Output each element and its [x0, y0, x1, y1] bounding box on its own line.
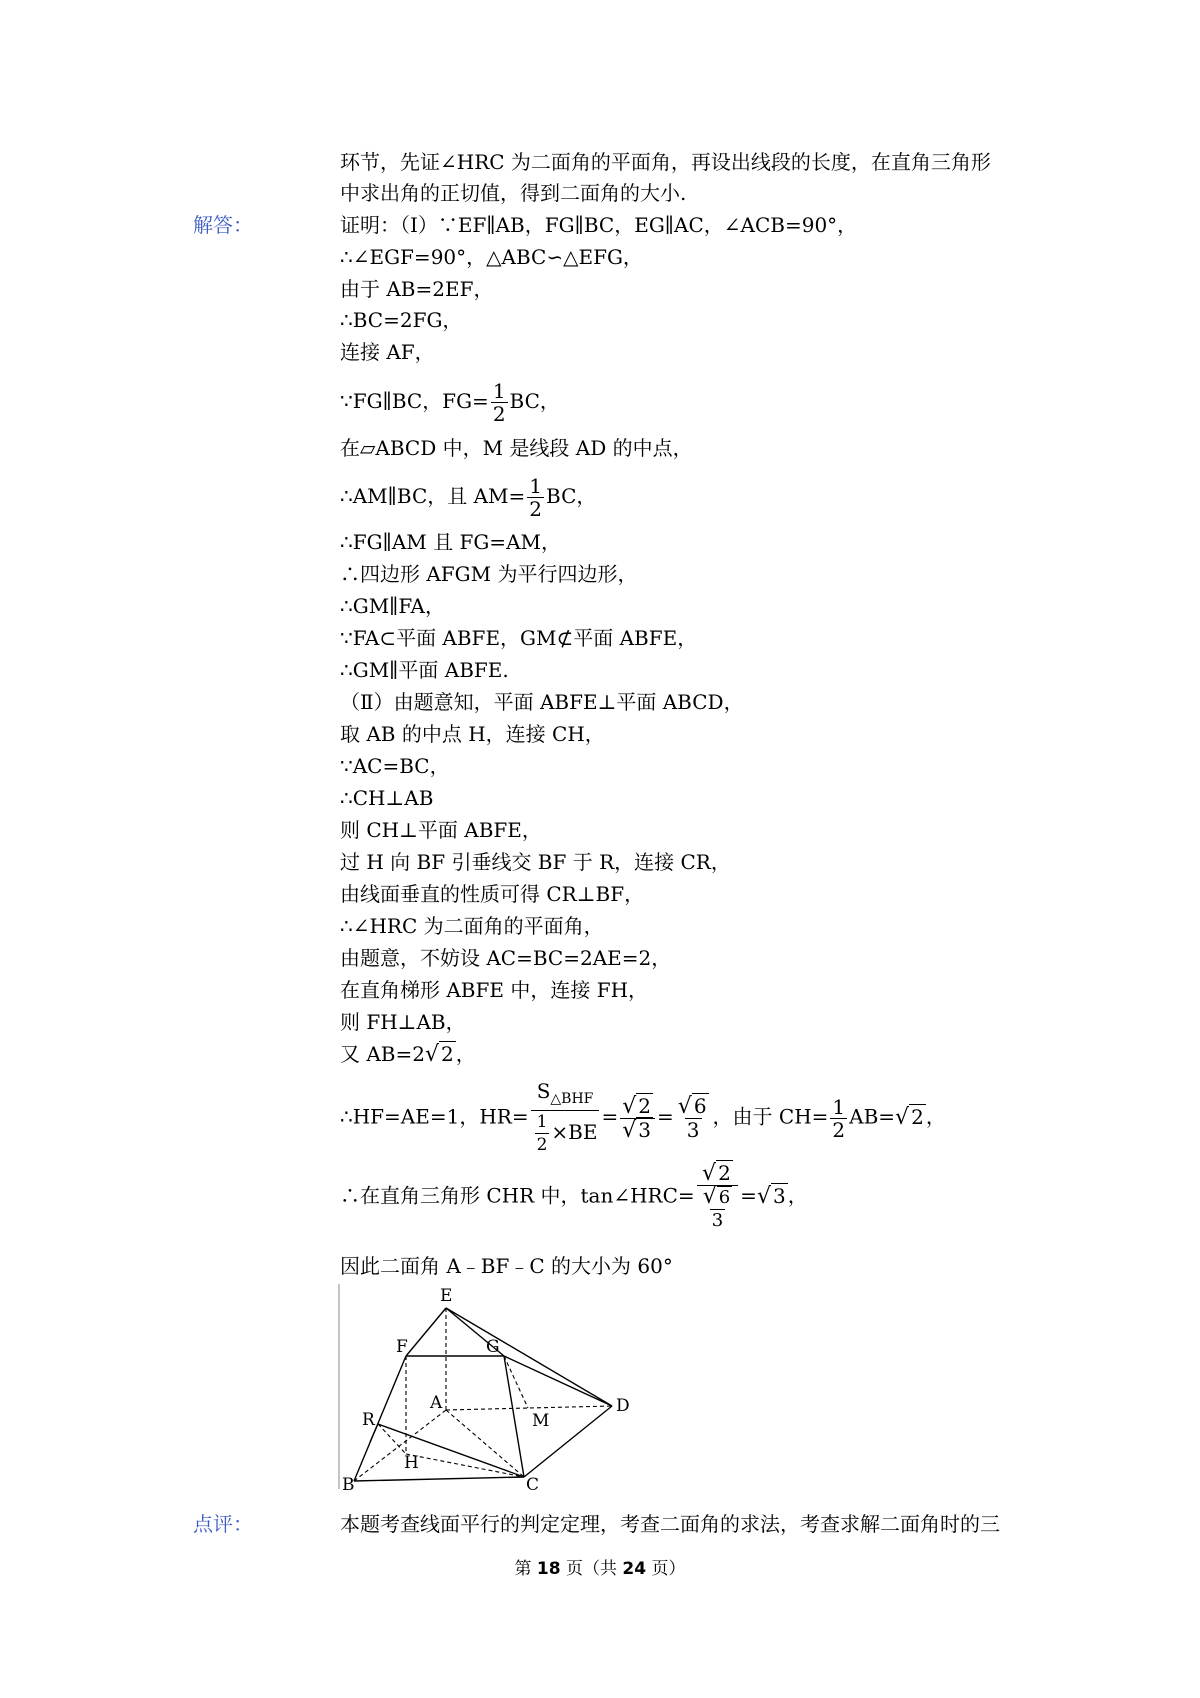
- solution-line-18: 则 CH⊥平面 ABFE，: [340, 818, 542, 842]
- solution-line-5: 连接 AF，: [340, 340, 435, 364]
- text-segment: BC，: [546, 484, 597, 508]
- solution-line-21: ∴∠HRC 为二面角的平面角，: [340, 914, 604, 938]
- text-segment: AB=: [849, 1104, 896, 1129]
- fraction-tan-value: [697, 1162, 738, 1232]
- solution-line-20: 由线面垂直的性质可得 CR⊥BF，: [340, 882, 645, 906]
- text-segment: BC，: [509, 389, 560, 413]
- radical-sign: √: [622, 1093, 637, 1119]
- edge-GD: [504, 1356, 612, 1406]
- frac-den: 3: [686, 1118, 700, 1142]
- solution-line-11: ∴GM∥FA，: [340, 594, 445, 618]
- solution-line-22: 由题意，不妨设 AC=BC=2AE=2，: [340, 946, 672, 970]
- sqrt-3: [757, 1181, 788, 1212]
- sqrt-3: [622, 1119, 653, 1142]
- radical-sign: √: [622, 1117, 637, 1143]
- edge-GC: [504, 1356, 524, 1477]
- edge-BC: [354, 1477, 524, 1481]
- text-segment: ∴HF=AE=1，HR=: [340, 1104, 529, 1129]
- fraction-sqrt2-over-sqrt3: [620, 1095, 655, 1142]
- text-segment: ，: [925, 1104, 946, 1129]
- fraction-one-half: [535, 1111, 550, 1156]
- radicand: 2: [441, 1042, 454, 1066]
- edge-AC: [446, 1410, 524, 1477]
- solution-line-9: ∴FG∥AM 且 FG=AM，: [340, 530, 561, 554]
- fraction-sqrt6-over-3: [676, 1095, 711, 1141]
- text-segment: ，由于 CH=: [712, 1104, 829, 1129]
- frac-num: 1: [832, 1094, 846, 1119]
- frac-num: [701, 1186, 734, 1209]
- page-footer: [0, 1554, 1200, 1579]
- fraction-one-half: [830, 1096, 847, 1141]
- point-label-A: A: [430, 1393, 443, 1413]
- footer-page-number: 18: [536, 1559, 561, 1579]
- footer-total-pages: 24: [622, 1559, 647, 1579]
- frac-den: 2: [536, 1135, 548, 1155]
- point-label-B: B: [342, 1475, 355, 1494]
- footer-middle: 页（共: [560, 1559, 623, 1579]
- frac-den: 2: [832, 1117, 846, 1142]
- area-subscript: △BHF: [550, 1091, 594, 1107]
- radical-sign: √: [702, 1184, 717, 1209]
- fraction-sqrt6-over-3: [701, 1186, 734, 1232]
- radicand: 3: [772, 1183, 786, 1208]
- frac-num: 1: [536, 1112, 548, 1132]
- solution-line-7: 在▱ABCD 中，M 是线段 AD 的中点，: [340, 436, 693, 460]
- solution-line-25: [340, 1042, 476, 1067]
- frac-num: 1: [492, 379, 506, 403]
- edge-FE: [406, 1308, 446, 1356]
- frac-den: [531, 1110, 600, 1156]
- area-symbol: S: [536, 1079, 551, 1103]
- solution-line-23: 在直角梯形 ABFE 中，连接 FH，: [340, 978, 649, 1002]
- comment-label: 点评：: [193, 1512, 253, 1536]
- point-label-D: D: [616, 1396, 630, 1416]
- equals: =: [740, 1183, 757, 1208]
- radical-sign: √: [677, 1094, 692, 1119]
- radicand: 2: [718, 1161, 731, 1185]
- point-label-M: M: [532, 1411, 550, 1431]
- solution-line-26: [340, 1080, 946, 1156]
- text-segment: 又 AB=2: [340, 1042, 425, 1066]
- solution-line-10: ∴四边形 AFGM 为平行四边形，: [340, 562, 638, 586]
- point-label-G: G: [486, 1337, 500, 1357]
- radical-sign: √: [895, 1104, 910, 1130]
- fraction-one-half: [491, 380, 508, 425]
- radicand: 2: [638, 1093, 652, 1118]
- frac-den: [620, 1118, 655, 1142]
- solution-line-27: [340, 1162, 808, 1232]
- geometry-figure: [336, 1284, 656, 1494]
- text-segment: ，: [787, 1183, 808, 1208]
- text-segment: ，: [455, 1042, 476, 1066]
- text-segment: ∵FG∥BC，FG=: [340, 389, 489, 413]
- footer-prefix: 第: [514, 1559, 537, 1579]
- equals: =: [657, 1104, 674, 1129]
- fraction-area-over-base: [531, 1080, 600, 1156]
- frac-num: 1: [529, 474, 543, 498]
- text-segment: ∴AM∥BC，且 AM=: [340, 484, 526, 508]
- point-label-E: E: [440, 1286, 453, 1306]
- frac-num: [535, 1080, 596, 1110]
- solution-line-8: [340, 475, 596, 520]
- equals: =: [601, 1104, 619, 1129]
- radicand: 6: [718, 1187, 731, 1208]
- sqrt-2: [895, 1102, 926, 1133]
- edge-HC: [406, 1454, 524, 1477]
- radicand: 6: [693, 1094, 707, 1118]
- figure-solid-edges: [339, 1284, 612, 1489]
- times-be: ×BE: [551, 1120, 598, 1144]
- frac-den: [697, 1185, 738, 1232]
- radical-sign: √: [702, 1161, 717, 1186]
- solution-line-6: [340, 380, 560, 425]
- solution-line-14: （Ⅱ）由题意知，平面 ABFE⊥平面 ABCD，: [340, 690, 744, 714]
- solution-line-17: ∴CH⊥AB: [340, 786, 434, 810]
- radical-sign: √: [424, 1042, 440, 1067]
- sqrt-2: [425, 1042, 456, 1067]
- solution-line-4: ∴BC=2FG，: [340, 308, 463, 332]
- edge-RC: [378, 1424, 524, 1477]
- sqrt-6: [703, 1186, 732, 1209]
- solution-line-28: 因此二面角 A﹣BF﹣C 的大小为 60°: [340, 1254, 673, 1278]
- sqrt-6: [678, 1095, 709, 1118]
- frac-num: [676, 1095, 711, 1118]
- solution-line-3: 由于 AB=2EF，: [340, 277, 494, 301]
- solution-line-2: ∴∠EGF=90°，△ABC∽△EFG，: [340, 245, 643, 269]
- radicand: 2: [911, 1104, 924, 1129]
- point-label-H: H: [404, 1453, 419, 1473]
- figure-hidden-edges: [354, 1308, 612, 1481]
- frac-num: [700, 1162, 735, 1185]
- intro-line-2: 中求出角的正切值，得到二面角的大小.: [340, 181, 687, 205]
- solution-line-13: ∴GM∥平面 ABFE.: [340, 658, 509, 682]
- solution-line-19: 过 H 向 BF 引垂线交 BF 于 R，连接 CR，: [340, 850, 731, 874]
- frac-den: 3: [711, 1210, 724, 1231]
- radicand: 3: [638, 1117, 652, 1142]
- text-segment: ∴在直角三角形 CHR 中，tan∠HRC=: [340, 1183, 695, 1208]
- point-label-F: F: [396, 1337, 408, 1357]
- radical-sign: √: [756, 1183, 771, 1209]
- edge-ED: [446, 1308, 612, 1406]
- solution-line-15: 取 AB 的中点 H，连接 CH，: [340, 722, 605, 746]
- frac-den: 2: [529, 497, 543, 521]
- footer-suffix: 页）: [646, 1559, 686, 1579]
- sqrt-2: [702, 1162, 733, 1185]
- sqrt-2: [622, 1095, 653, 1118]
- solution-line-16: ∵AC=BC，: [340, 754, 450, 778]
- fraction-one-half: [527, 475, 544, 520]
- intro-line-1: 环节，先证∠HRC 为二面角的平面角，再设出线段的长度，在直角三角形: [340, 150, 991, 174]
- solution-line-1: 证明：（Ⅰ）∵EF∥AB，FG∥BC，EG∥AC，∠ACB=90°，: [340, 213, 858, 237]
- frac-den: 2: [492, 402, 506, 426]
- point-label-C: C: [526, 1475, 540, 1494]
- solution-line-12: ∵FA⊂平面 ABFE，GM⊄平面 ABFE，: [340, 626, 698, 650]
- comment-text: 本题考查线面平行的判定定理，考查二面角的求法，考查求解二面角时的三: [340, 1512, 1000, 1536]
- edge-AD: [446, 1406, 612, 1410]
- frac-num: [620, 1095, 655, 1118]
- answer-label: 解答：: [193, 213, 253, 237]
- point-label-R: R: [362, 1410, 375, 1430]
- solution-line-24: 则 FH⊥AB，: [340, 1010, 466, 1034]
